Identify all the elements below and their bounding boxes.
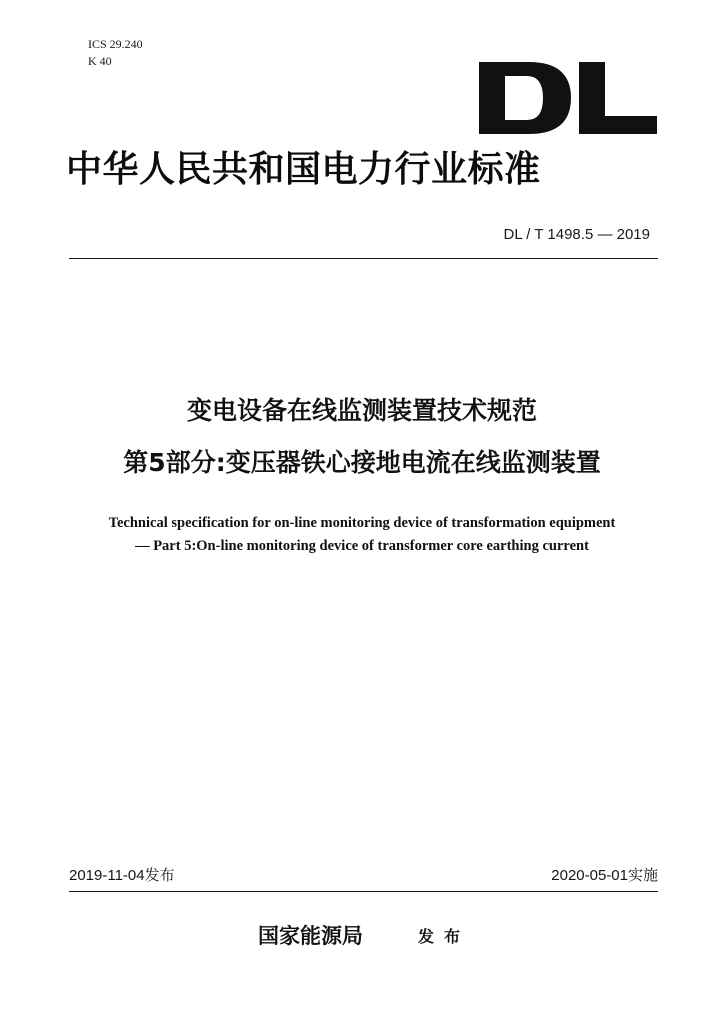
logo-letter-l xyxy=(579,62,657,134)
logo-letter-d xyxy=(479,62,571,134)
issue-date: 2019-11-04发布 xyxy=(69,867,175,884)
ccs-code: K 40 xyxy=(88,54,112,68)
footer-divider xyxy=(69,891,658,892)
document-title-en-line-1: Technical specification for on-line monitoring device of transformation equipment xyxy=(108,515,616,531)
document-title-en-line-2: — Part 5:On-line monitoring device of transformer core earthing current xyxy=(135,538,589,554)
standard-category-title: 中华人民共和国电力行业标准 xyxy=(66,148,541,190)
ics-code: ICS 29.240 xyxy=(88,37,143,51)
issue-action-label: 发布 xyxy=(418,927,471,946)
implementation-date: 2020-05-01实施 xyxy=(551,867,658,884)
dl-logo xyxy=(477,44,657,134)
document-title-zh-line-2: 第5部分:变压器铁心接地电流在线监测装置 xyxy=(123,448,601,477)
document-title-zh-line-1: 变电设备在线监测装置技术规范 xyxy=(186,396,537,425)
classification-codes xyxy=(88,36,143,70)
issuing-authority: 国家能源局 xyxy=(258,923,363,948)
standard-number: DL / T 1498.5 — 2019 xyxy=(503,226,650,243)
header-divider xyxy=(69,258,658,259)
